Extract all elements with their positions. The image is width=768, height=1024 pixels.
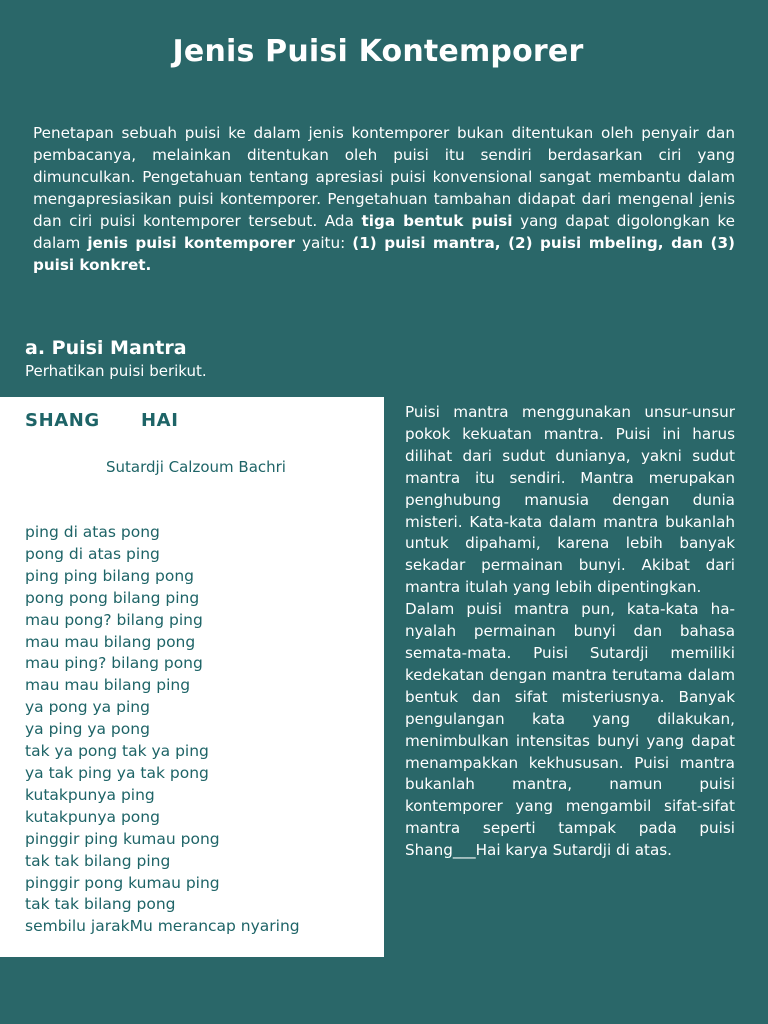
poem-author: Sutardji Calzoum Bachri: [106, 458, 286, 476]
poem-title: SHANG HAI: [25, 410, 179, 431]
intro-bold-jenis-puisi: jenis puisi kontemporer: [87, 234, 295, 252]
page-title: Jenis Puisi Kontemporer: [172, 34, 584, 69]
poem-line: sembilu jarakMu merancap nyaring: [25, 917, 300, 936]
intro-text-1: Penetapan sebuah puisi ke dalam jenis kontemporer bukan ditentukan oleh penyair dan pembacanya, melainkan ditentukan oleh puisi itu sendiri berdasarkan ciri yang dimunculkan. Pengetahuan tentang apresiasi puisi konvensional sangat membantu dalam mengapresiasikan puisi kontemporer. Pengetahuan tambahan didapat dari mengenal jenis dan ciri puisi kontemporer tersebut. Ada: [33, 124, 735, 230]
poem-line: ping ping bilang pong: [25, 566, 194, 585]
description-text: [405, 402, 735, 862]
poem-line: mau mau bilang pong: [25, 632, 196, 651]
poem-line: ya pong ya ping: [25, 698, 150, 717]
poem-line: mau pong? bilang ping: [25, 610, 203, 629]
poem-lines: [25, 522, 300, 938]
poem-line: mau mau bilang ping: [25, 676, 191, 695]
poem-line: ping di atas pong: [25, 523, 160, 541]
intro-text-3: yaitu:: [294, 234, 353, 252]
poem-line: kutakpunya pong: [25, 807, 160, 826]
intro-paragraph: [33, 122, 735, 276]
poem-line: mau ping? bilang pong: [25, 654, 203, 673]
section-subtitle: Perhatikan puisi berikut.: [25, 362, 207, 380]
poem-line: ya tak ping ya tak pong: [25, 763, 209, 782]
poem-line: pinggir pong kumau ping: [25, 873, 220, 892]
poem-line: kutakpunya ping: [25, 785, 155, 804]
section-heading: a. Puisi Mantra: [25, 337, 187, 359]
poem-line: pinggir ping kumau pong: [25, 829, 220, 848]
poem-line: tak ya pong tak ya ping: [25, 742, 209, 761]
poem-line: tak tak bilang ping: [25, 851, 171, 870]
poem-line: tak tak bilang pong: [25, 895, 176, 914]
intro-text-2: yang dapat digolongkan ke dalam: [33, 212, 735, 252]
poem-box: [0, 397, 384, 957]
description-paragraph-2: Dalam puisi mantra pun, kata-kata hanyalah permainan bunyi dan bahasa semata-mata. Puisi Sutardji memiliki kedekatan dengan mantra terutama dalam bentuk dan sifat misteriusnya. Banyak pengulangan kata yang dilakukan, menimbulkan intensitas bunyi yang dapat menampakkan kekhususan. Puisi mantra bukanlah mantra, namun puisi kontemporer yang mengambil sifat-sifat mantra seperti tampak pada puisi Shang___Hai karya Sutardji di atas.: [405, 600, 735, 860]
poem-line: pong di atas ping: [25, 544, 160, 563]
description-paragraph-1: Puisi mantra menggunakan unsur-unsur pokok kekuatan mantra. Puisi ini harus dilihat dari sudut dunianya, yakni sudut mantra itu sendiri. Mantra merupakan penghubung manusia dengan dunia misteri. Kata-kata dalam mantra bukanlah untuk dipahami, karena lebih banyak sekadar permainan bunyi. Akibat dari mantra itulah yang lebih dipentingkan.: [405, 403, 735, 597]
intro-bold-list: (1) puisi mantra, (2) puisi mbeling, dan (3) puisi konkret.: [33, 234, 735, 274]
intro-bold-tiga-bentuk: tiga bentuk puisi: [361, 212, 513, 230]
poem-line: pong pong bilang ping: [25, 588, 200, 607]
poem-line: ya ping ya pong: [25, 720, 150, 739]
